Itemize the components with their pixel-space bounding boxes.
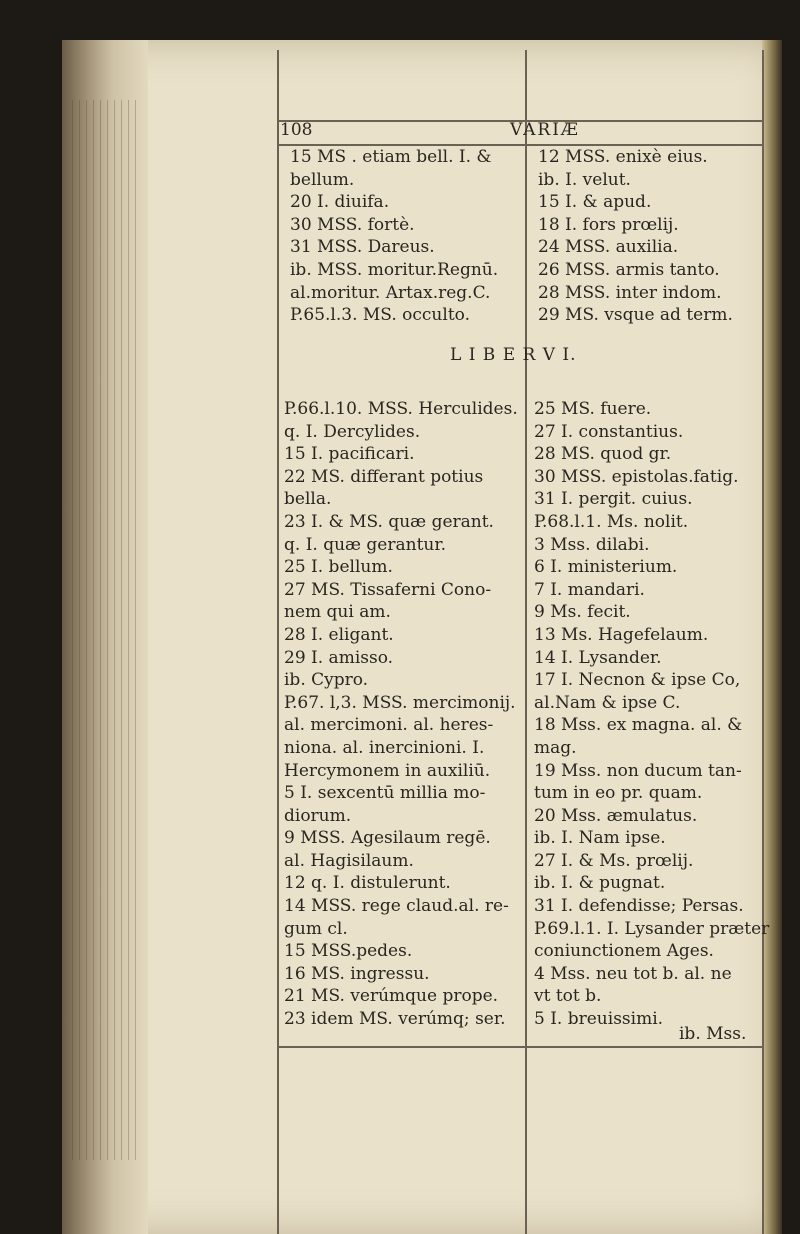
text-line: 28 MS. quod gr. [534, 444, 672, 465]
text-line: 5 I. breuissimi. [534, 1009, 664, 1030]
text-line: 22 MS. differant potius [284, 466, 484, 487]
text-line: 28 MSS. inter indom. [538, 282, 722, 303]
text-line: diorum. [284, 805, 352, 826]
text-line: q. I. Dercylides. [284, 421, 421, 442]
book-page [62, 40, 782, 1234]
bottom-left-column [284, 398, 518, 1031]
text-line: q. I. quæ gerantur. [284, 534, 447, 555]
text-line: 30 MSS. epistolas.fatig. [534, 466, 739, 487]
section-heading: L I B E R V I. [450, 345, 577, 365]
text-line: 4 Mss. neu tot b. al. ne [534, 963, 732, 984]
text-line: 18 I. fors prœlij. [538, 214, 679, 235]
footer-rule [277, 1046, 763, 1048]
text-line: 19 Mss. non ducum tan- [534, 760, 742, 781]
text-line: 15 MS . etiam bell. I. & [290, 147, 492, 167]
book-spine [62, 40, 148, 1234]
text-line: gum cl. [284, 918, 348, 939]
text-line: nem qui am. [284, 602, 391, 623]
top-left-column [290, 146, 498, 327]
text-line: 20 I. diuifa. [290, 192, 390, 213]
catchword: ib. Mss. [679, 1024, 747, 1044]
text-line: 9 Ms. fecit. [534, 602, 631, 623]
text-line: 12 MSS. enixè eius. [538, 147, 708, 167]
text-line: 27 I. & Ms. prœlij. [534, 850, 694, 871]
text-line: 15 I. & apud. [538, 192, 652, 213]
frame-rule-left [277, 50, 279, 1234]
frame-rule-center [525, 50, 527, 1234]
text-line: tum in eo pr. quam. [534, 783, 703, 804]
text-line: 17 I. Necnon & ipse Co, [534, 670, 741, 691]
text-line: 5 I. sexcentū millia mo- [284, 783, 486, 804]
text-line: ib. I. & pugnat. [534, 873, 666, 894]
text-line: P.65.l.3. MS. occulto. [290, 305, 470, 326]
text-line: 31 I. defendisse; Persas. [534, 896, 744, 917]
text-line: P.69.l.1. I. Lysander præter [534, 918, 770, 939]
text-line: 29 I. amisso. [284, 647, 394, 668]
text-line: 7 I. mandari. [534, 579, 645, 600]
text-line: 14 MSS. rege claud.al. re- [284, 896, 509, 917]
text-line: 21 MS. verúmque prope. [284, 986, 499, 1007]
text-line: ib. I. velut. [538, 169, 631, 190]
text-line: 26 MSS. armis tanto. [538, 259, 720, 280]
page-number: 108 [280, 120, 313, 140]
text-line: bellum. [290, 169, 355, 190]
text-line: P.66.l.10. MSS. Herculides. [284, 399, 518, 419]
text-line: 6 I. ministerium. [534, 557, 678, 578]
text-line: al.moritur. Artax.reg.C. [290, 282, 491, 303]
text-line: niona. al. inercinioni. I. [284, 737, 485, 758]
text-line: 25 I. bellum. [284, 557, 393, 578]
text-line: ib. MSS. moritur.Regnū. [290, 259, 499, 280]
text-line: 15 MSS.pedes. [284, 941, 413, 962]
text-line: al.Nam & ipse C. [534, 692, 681, 713]
text-line: coniunctionem Ages. [534, 941, 714, 962]
text-line: Hercymonem in auxiliū. [284, 760, 491, 781]
text-line: 16 MS. ingressu. [284, 963, 430, 984]
text-line: 25 MS. fuere. [534, 399, 652, 419]
text-line: al. Hagisilaum. [284, 850, 414, 871]
text-line: 23 idem MS. verúmq; ser. [284, 1009, 506, 1030]
text-line: ib. I. Nam ipse. [534, 828, 666, 849]
text-line: vt tot b. [534, 986, 602, 1007]
text-line: 18 Mss. ex magna. al. & [534, 715, 743, 736]
text-line: 13 Ms. Hagefelaum. [534, 624, 709, 645]
text-line: 14 I. Lysander. [534, 647, 662, 668]
text-line: ib. Cypro. [284, 670, 369, 691]
text-line: 27 MS. Tissaferni Cono- [284, 579, 492, 600]
text-line: 20 Mss. æmulatus. [534, 805, 698, 826]
text-line: P.68.l.1. Ms. nolit. [534, 511, 689, 532]
bottom-right-column [534, 398, 769, 1031]
text-line: 9 MSS. Agesilaum regē. [284, 828, 491, 849]
text-line: 23 I. & MS. quæ gerant. [284, 511, 494, 532]
text-line: 30 MSS. fortè. [290, 214, 415, 235]
running-title: VARIÆ [510, 120, 580, 140]
text-line: al. mercimoni. al. heres- [284, 715, 494, 736]
text-line: 3 Mss. dilabi. [534, 534, 650, 555]
text-line: 12 q. I. distulerunt. [284, 873, 451, 894]
text-line: 31 I. pergit. cuius. [534, 489, 693, 510]
text-line: 31 MSS. Dareus. [290, 237, 435, 258]
text-line: bella. [284, 489, 332, 510]
text-line: 27 I. constantius. [534, 421, 684, 442]
text-line: mag. [534, 737, 577, 758]
top-right-column [538, 146, 733, 327]
text-line: 24 MSS. auxilia. [538, 237, 679, 258]
text-line: 29 MS. vsque ad term. [538, 305, 733, 326]
text-line: P.67. l,3. MSS. mercimonij. [284, 692, 516, 713]
text-line: 28 I. eligant. [284, 624, 394, 645]
text-line: 15 I. pacificari. [284, 444, 415, 465]
